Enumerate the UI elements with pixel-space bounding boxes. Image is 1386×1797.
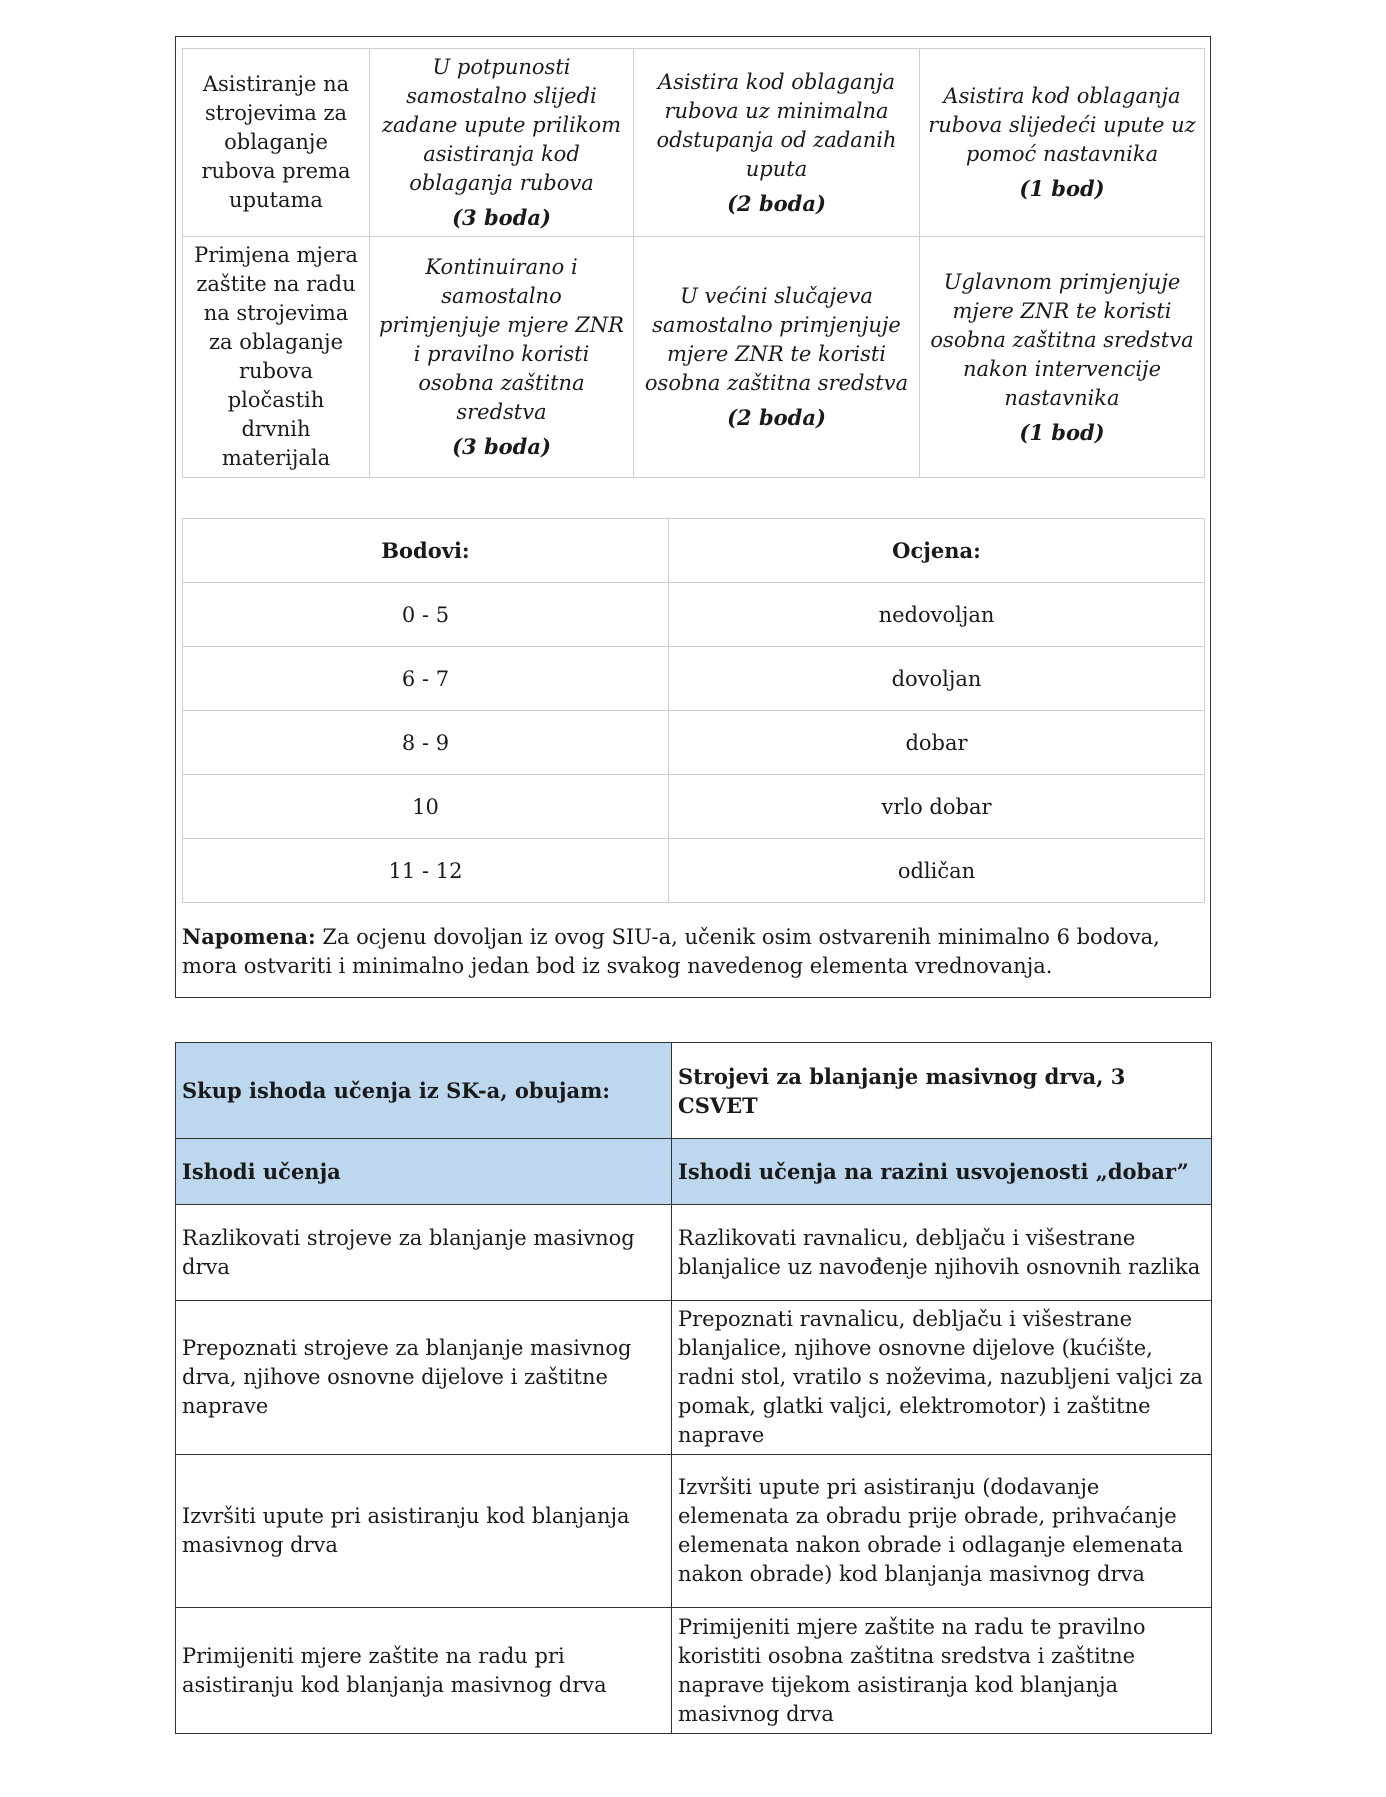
outcome-good-level: Primijeniti mjere zaštite na radu te pravilno koristiti osobna zaštitna sredstva i zaštitne naprave tijekom asistiranja kod blanjanja masivnog drva	[672, 1608, 1212, 1734]
outcome-text: Prepoznati strojeve za blanjanje masivnog drva, njihove osnovne dijelove i zaštitne naprave	[176, 1301, 672, 1455]
criteria-level-3-points: (3 boda)	[452, 205, 551, 230]
grades-points: 6 - 7	[183, 647, 669, 711]
criteria-level-1-text: Asistira kod oblaganja rubova slijedeći upute uz pomoć nastavnika	[928, 84, 1196, 166]
criteria-row	[183, 49, 1205, 237]
criteria-table	[182, 48, 1205, 478]
grades-row	[183, 839, 1205, 903]
criteria-level-1	[920, 237, 1205, 478]
grades-points: 10	[183, 775, 669, 839]
criteria-level-3	[370, 49, 634, 237]
criteria-level-2-text: U većini slučajeva samostalno primjenjuje mjere ZNR te koristi osobna zaštitna sredstva	[644, 284, 909, 395]
criteria-level-2	[634, 49, 920, 237]
outcomes-row	[176, 1205, 1212, 1301]
criteria-level-1	[920, 49, 1205, 237]
outcome-good-level: Izvršiti upute pri asistiranju (dodavanje elemenata za obradu prije obrade, prihvaćanje elemenata nakon obrade i odlaganje elemenata nakon obrade) kod blanjanja masivnog drva	[672, 1455, 1212, 1608]
grading-note-text: Za ocjenu dovoljan iz ovog SIU-a, učenik osim ostvarenih minimalno 6 bodova, mora ostvariti i minimalno jedan bod iz svakog navedenog elementa vrednovanja.	[182, 925, 1160, 978]
grading-note-label: Napomena:	[182, 924, 316, 949]
grades-grade: vrlo dobar	[669, 775, 1205, 839]
grades-row	[183, 647, 1205, 711]
grades-grade: dovoljan	[669, 647, 1205, 711]
criteria-level-1-points: (1 bod)	[1019, 176, 1105, 201]
outcomes-table	[175, 1042, 1212, 1734]
criteria-level-3-text: U potpunosti samostalno slijedi zadane upute prilikom asistiranja kod oblaganja rubova	[381, 55, 622, 195]
criteria-level-2-points: (2 boda)	[727, 190, 826, 216]
criteria-level-2	[634, 237, 920, 478]
grades-row	[183, 583, 1205, 647]
outcome-text: Primijeniti mjere zaštite na radu pri asistiranju kod blanjanja masivnog drva	[176, 1608, 672, 1734]
grades-row	[183, 711, 1205, 775]
outcome-text: Razlikovati strojeve za blanjanje masivnog drva	[176, 1205, 672, 1301]
outcomes-row	[176, 1455, 1212, 1608]
criteria-level-3-text: Kontinuirano i samostalno primjenjuje mjere ZNR i pravilno koristi osobna zaštitna sredstva	[379, 255, 624, 424]
grades-grade: dobar	[669, 711, 1205, 775]
outcomes-row	[176, 1608, 1212, 1734]
grades-points: 8 - 9	[183, 711, 669, 775]
outcome-good-level: Prepoznati ravnalicu, debljaču i višestrane blanjalice, njihove osnovne dijelove (kućište, radni stol, vratilo s noževima, nazubljeni valjci za pomak, glatki valjci, elektromotor) i zaštitne naprave	[672, 1301, 1212, 1455]
outcomes-col2-header: Ishodi učenja na razini usvojenosti „dobar”	[672, 1139, 1212, 1205]
grading-note	[182, 922, 1204, 981]
criteria-level-1-text: Uglavnom primjenjuje mjere ZNR te koristi osobna zaštitna sredstva nakon intervencije nastavnika	[930, 269, 1194, 410]
criteria-level-2-points: (2 boda)	[727, 405, 826, 430]
outcomes-set-value: Strojevi za blanjanje masivnog drva, 3 CSVET	[672, 1043, 1212, 1139]
grades-grade: odličan	[669, 839, 1205, 903]
outcomes-col1-header: Ishodi učenja	[176, 1139, 672, 1205]
outcomes-set-label: Skup ishoda učenja iz SK-a, obujam:	[176, 1043, 672, 1139]
grades-points: 11 - 12	[183, 839, 669, 903]
grades-row	[183, 775, 1205, 839]
outcomes-row	[176, 1301, 1212, 1455]
criteria-level-3-points: (3 boda)	[452, 434, 551, 459]
grades-points: 0 - 5	[183, 583, 669, 647]
outcomes-header-row	[176, 1139, 1212, 1205]
outcome-text: Izvršiti upute pri asistiranju kod blanjanja masivnog drva	[176, 1455, 672, 1608]
criteria-level-2-text: Asistira kod oblaganja rubova uz minimalna odstupanja od zadanih uputa	[656, 69, 897, 181]
criteria-row	[183, 237, 1205, 478]
outcomes-set-row	[176, 1043, 1212, 1139]
criteria-level-1-points: (1 bod)	[1019, 419, 1105, 445]
grades-header-points: Bodovi:	[183, 519, 669, 583]
criteria-element: Asistiranje na strojevima za oblaganje rubova prema uputama	[183, 49, 370, 237]
grades-header-row	[183, 519, 1205, 583]
criteria-level-3	[370, 237, 634, 478]
outcome-good-level: Razlikovati ravnalicu, debljaču i višestrane blanjalice uz navođenje njihovih osnovnih razlika	[672, 1205, 1212, 1301]
criteria-element: Primjena mjera zaštite na radu na strojevima za oblaganje rubova pločastih drvnih materijala	[183, 237, 370, 478]
grades-table	[182, 518, 1205, 903]
grades-header-grade: Ocjena:	[669, 519, 1205, 583]
grades-grade: nedovoljan	[669, 583, 1205, 647]
